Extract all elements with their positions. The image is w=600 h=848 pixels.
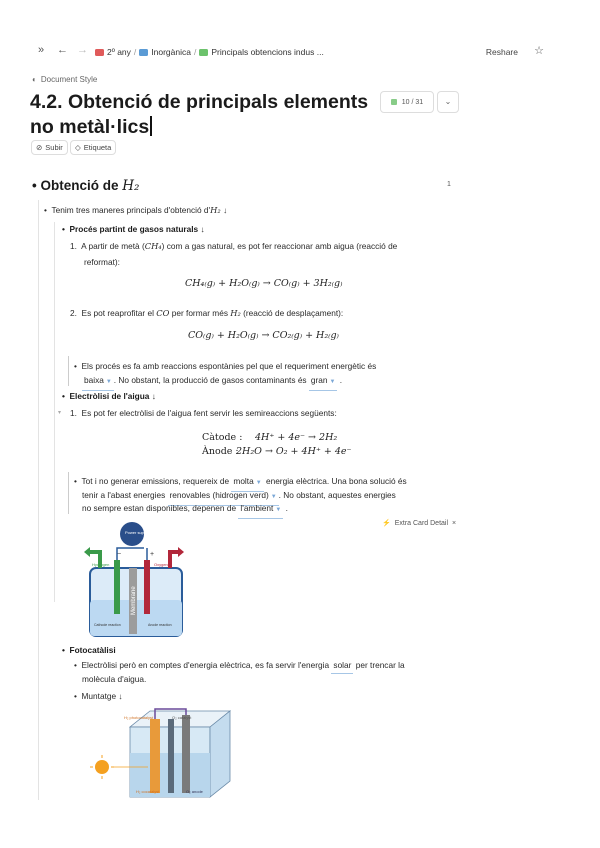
subir-button[interactable] bbox=[31, 140, 68, 155]
o2-anode-label: O₂ anode bbox=[186, 789, 203, 794]
svg-text:+: + bbox=[150, 551, 155, 558]
document-style-label: Document Style bbox=[40, 75, 98, 84]
oxygen-label: Oxygen bbox=[154, 562, 168, 567]
top-bar bbox=[0, 38, 600, 66]
hydrogen-label: Hydrogen bbox=[92, 562, 110, 567]
card-counter[interactable] bbox=[380, 91, 434, 113]
anode-label: Anode reaction bbox=[148, 623, 172, 627]
palette-icon: ◐ bbox=[32, 75, 37, 84]
counter-label: 10 / 31 bbox=[401, 98, 424, 106]
folder-icon bbox=[95, 49, 104, 56]
subir-label: Subir bbox=[45, 143, 63, 152]
equation: 4H⁺ + 4e⁻ → 2H₂ bbox=[255, 432, 338, 443]
text-line: baixa ▼ . No obstant, la producció de gasos contaminants és gran ▼ . bbox=[82, 372, 342, 391]
folder-icon bbox=[139, 49, 148, 56]
back-arrow-icon[interactable]: ← bbox=[57, 44, 68, 56]
equation-label: Ànode : bbox=[202, 446, 239, 457]
card-icon bbox=[391, 99, 397, 105]
cloze-tag[interactable]: renovables (hidrogen verd) ▼ bbox=[168, 487, 279, 506]
star-icon[interactable]: ☆ bbox=[534, 45, 544, 57]
upload-icon: ⊘ bbox=[36, 143, 43, 152]
electrolysis-diagram bbox=[82, 520, 188, 638]
selection-marker bbox=[68, 356, 69, 386]
list-item[interactable]: • Muntatge ↓ bbox=[74, 691, 123, 701]
power-label: Power supply bbox=[125, 530, 150, 535]
document-style-link[interactable] bbox=[32, 75, 97, 84]
tag-icon: ◇ bbox=[75, 143, 81, 152]
cloze-tag[interactable]: molta ▼ bbox=[231, 473, 263, 492]
numbered-item[interactable]: 1. Es pot fer electròlisi de l'aigua fent servir les semireaccions següents: bbox=[70, 408, 337, 418]
list-item[interactable]: • Electròlisi però en comptes d'energia elèctrica, es fa servir l'energia solar per trencar la bbox=[74, 657, 405, 674]
h2-cocatalyst-label: H₂ cocatalyst bbox=[136, 789, 160, 794]
list-item[interactable]: • Els procés es fa amb reaccions espontànies pel que el requeriment energètic és bbox=[74, 361, 377, 371]
reshare-button[interactable]: Reshare bbox=[485, 47, 518, 57]
cloze-tag[interactable]: baixa ▼ bbox=[82, 372, 114, 391]
etiqueta-button[interactable] bbox=[70, 140, 116, 155]
equation: 2H₂O → O₂ + 4H⁺ + 4e⁻ bbox=[236, 446, 352, 457]
text-line: molècula d'aigua. bbox=[82, 674, 147, 684]
lightning-icon: ⚡ bbox=[382, 520, 391, 527]
breadcrumb-item[interactable]: Inorgànica bbox=[151, 47, 191, 57]
indent-guide bbox=[54, 222, 55, 602]
o2-catalyst-label: O₂ catalyst bbox=[172, 715, 192, 720]
section-heading[interactable]: • Obtenció de H₂ bbox=[32, 178, 140, 194]
cloze-tag[interactable]: gran ▼ bbox=[309, 372, 338, 391]
expand-sidebar-icon[interactable]: » bbox=[38, 44, 45, 56]
numbered-item[interactable]: 1. A partir de metà (CH₄) com a gas natural, es pot fer reaccionar amb aigua (reacció de bbox=[70, 241, 398, 251]
cloze-tag[interactable]: l'ambient ▼ bbox=[238, 500, 283, 519]
selection-marker bbox=[68, 472, 69, 514]
etiqueta-label: Etiqueta bbox=[83, 143, 112, 152]
list-item[interactable]: • Tot i no generar emissions, requereix de molta ▼ energia elèctrica. Una bona solució és bbox=[74, 473, 407, 492]
numbered-item[interactable]: 2. Es pot reaprofitar el CO per formar més H₂ (reacció de desplaçament): bbox=[70, 308, 344, 318]
text-line: tenir a l'abast energies renovables (hidrogen verd) ▼ . No obstant, aquestes energies bbox=[82, 487, 396, 506]
list-item-heading[interactable]: • Fotocatàlisi bbox=[62, 645, 116, 655]
svg-text:−: − bbox=[117, 551, 122, 558]
folder-icon bbox=[199, 49, 208, 56]
indent-guide bbox=[38, 200, 39, 800]
membrane-label: Membrane bbox=[131, 586, 137, 615]
cathode-label: Cathode reaction bbox=[94, 623, 121, 627]
forward-arrow-icon[interactable]: → bbox=[77, 44, 88, 56]
extra-card-detail[interactable] bbox=[382, 519, 456, 527]
collapse-arrow-icon[interactable]: ▾ bbox=[58, 410, 62, 416]
photocatalysis-diagram bbox=[90, 705, 240, 800]
list-item-heading[interactable]: • Procés partint de gasos naturals ↓ bbox=[62, 224, 205, 234]
equation: CO₍g₎ + H₂O₍g₎ → CO₂₍g₎ + H₂₍g₎ bbox=[188, 330, 339, 341]
breadcrumb-item[interactable]: 2º any bbox=[107, 47, 131, 57]
equation-label: Càtode : bbox=[202, 432, 243, 443]
extra-card-label: Extra Card Detail bbox=[394, 519, 449, 527]
close-icon[interactable]: × bbox=[452, 519, 457, 527]
breadcrumb-item[interactable]: Principals obtencions indus ... bbox=[211, 47, 324, 57]
list-item-heading[interactable]: • Electròlisi de l'aigua ↓ bbox=[62, 391, 156, 401]
equation: CH₄₍g₎ + H₂O₍g₎ → CO₍g₎ + 3H₂₍g₎ bbox=[185, 278, 343, 289]
cloze-tag[interactable]: solar bbox=[331, 657, 353, 674]
breadcrumb: 2º any / Inorgànica / Principals obtencions indus ... bbox=[95, 47, 324, 57]
text-line: reformat): bbox=[84, 257, 120, 267]
chevron-down-icon[interactable]: ⌄ bbox=[437, 91, 459, 113]
section-count: 1 bbox=[447, 181, 451, 188]
h2-photocatalyst-label: H₂ photocatalyst bbox=[124, 715, 154, 720]
page-title[interactable]: 4.2. Obtenció de principals elements no metàl·lics bbox=[30, 91, 369, 138]
text-line: no sempre estan disponibles, depenen de l'ambient ▼ . bbox=[82, 500, 288, 519]
text-cursor bbox=[150, 116, 152, 136]
list-item[interactable]: • Tenim tres maneres principals d'obtenció d'H₂ ↓ bbox=[44, 205, 228, 215]
